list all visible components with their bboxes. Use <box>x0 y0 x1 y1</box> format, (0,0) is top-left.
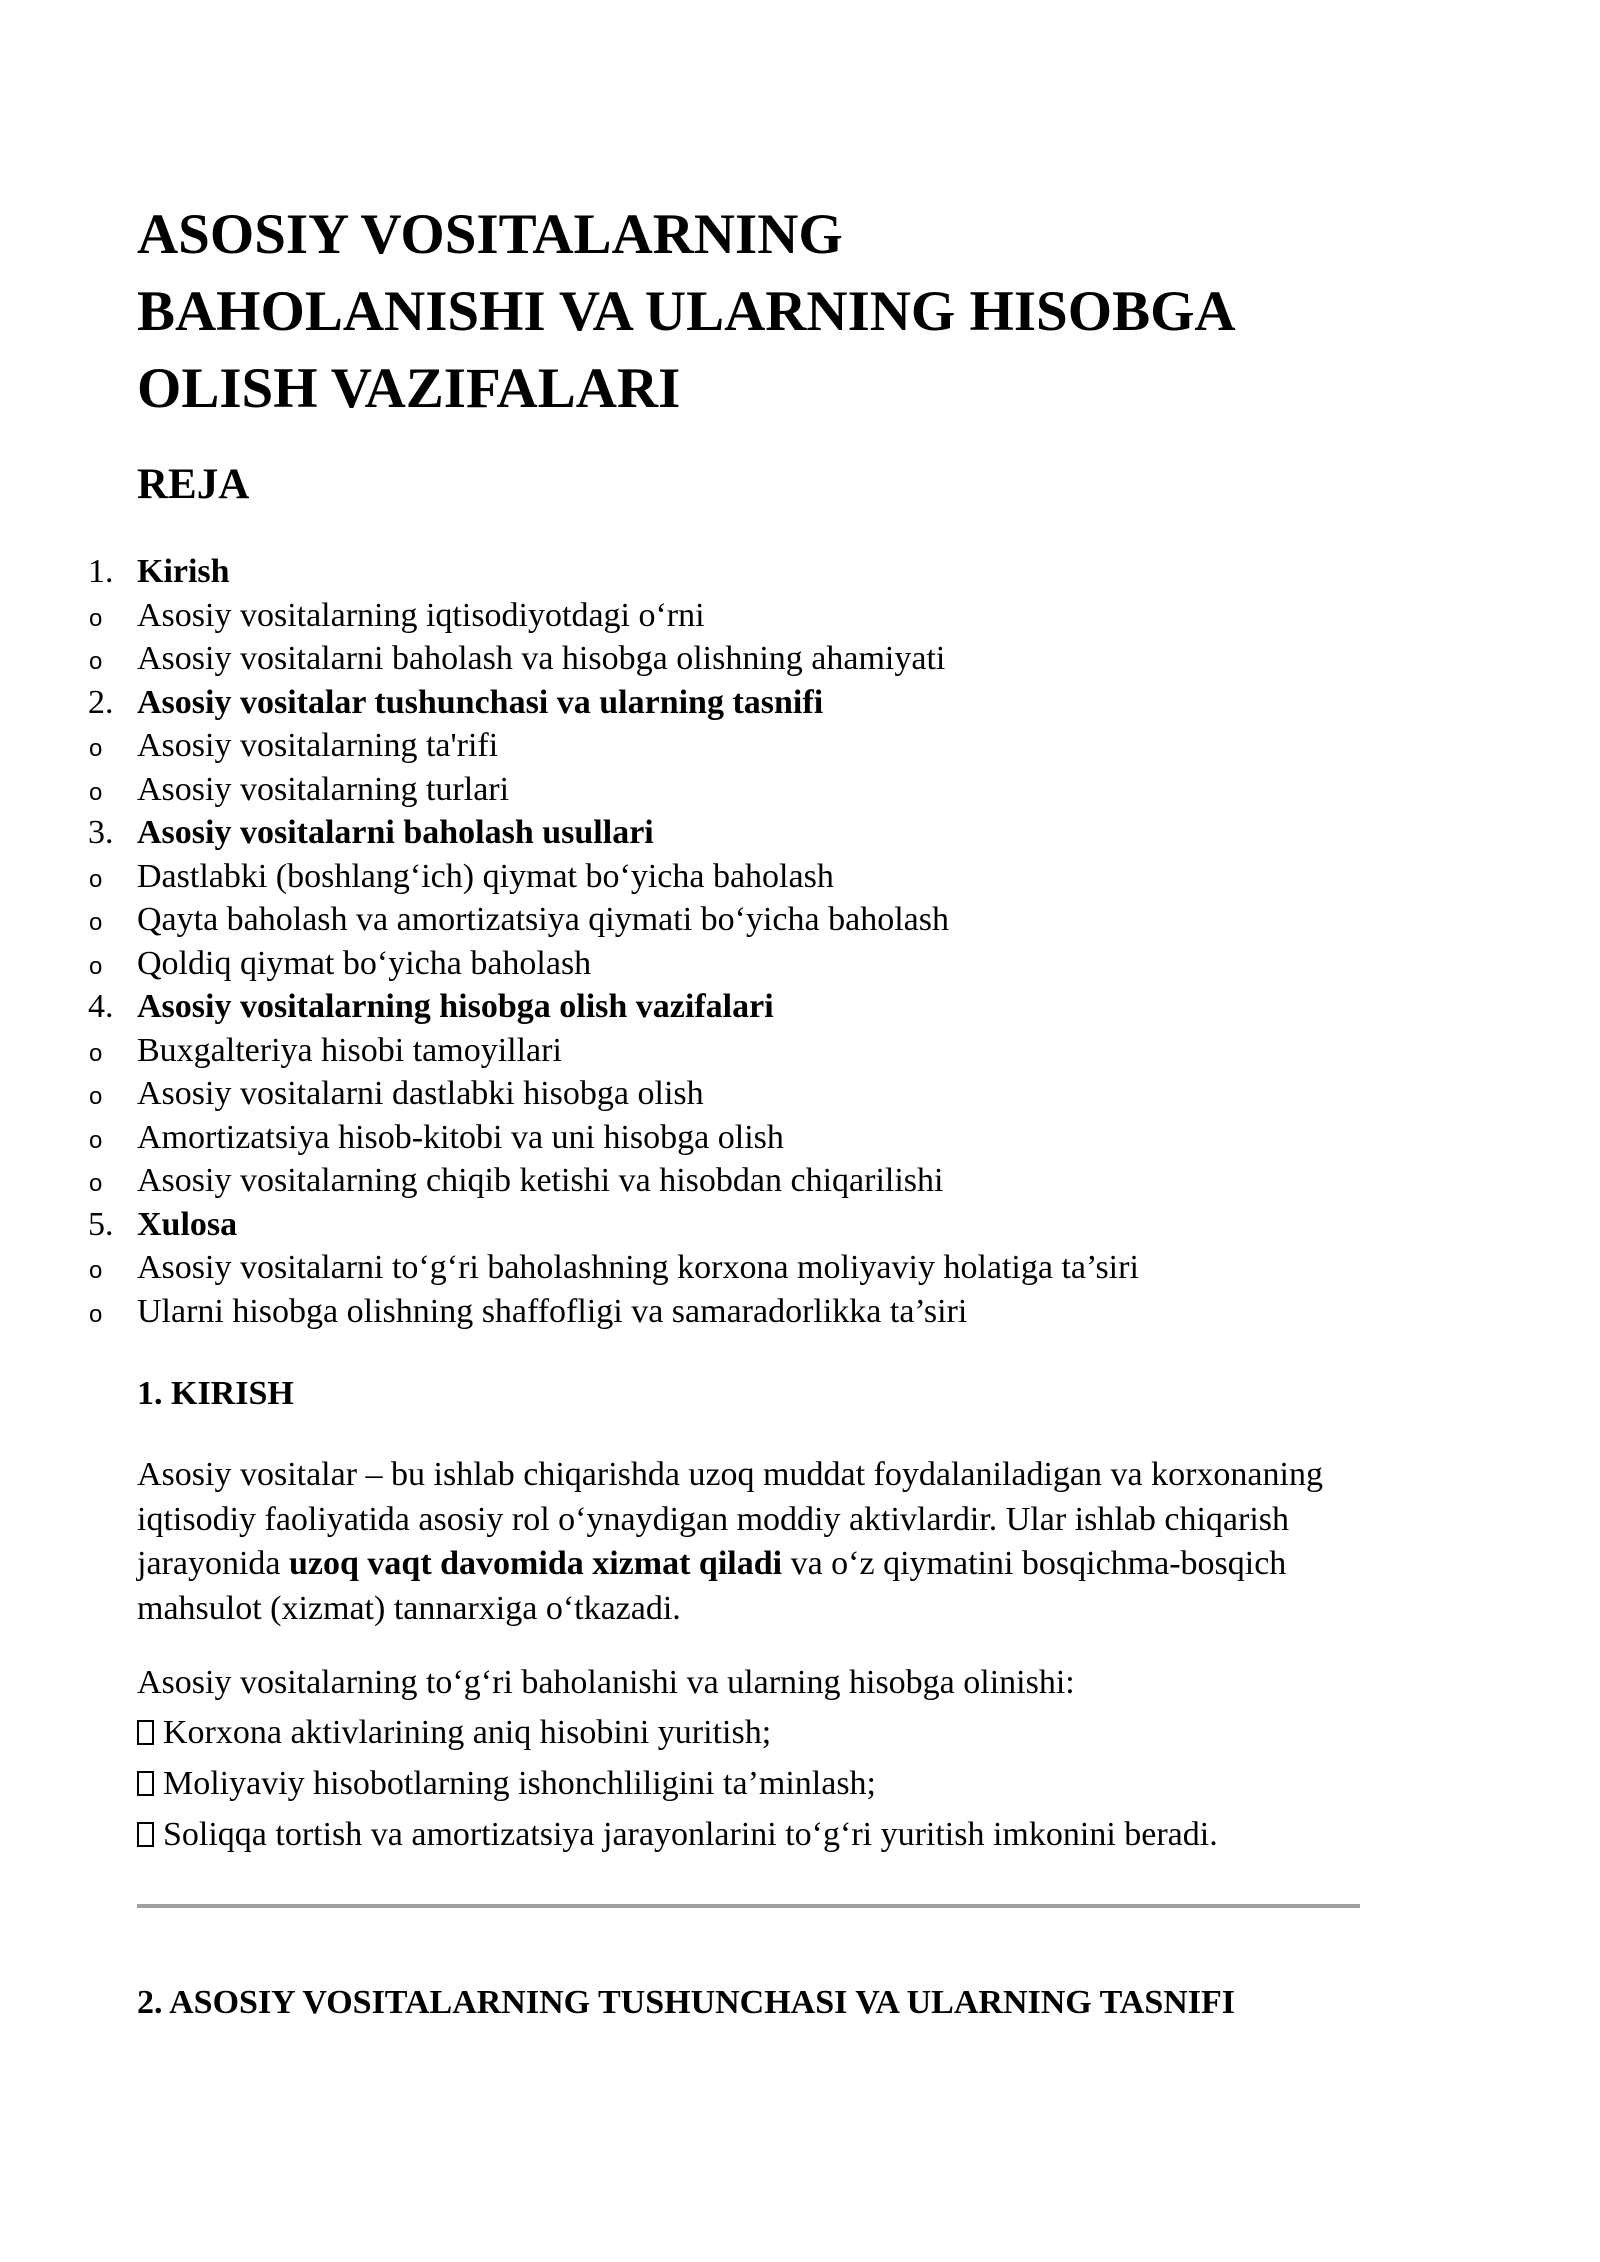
outline-text: Asosiy vositalar tushunchasi va ularning tasnifi <box>137 683 824 721</box>
outline-marker: 4. <box>88 988 114 1025</box>
outline-text: Qoldiq qiymat bo‘yicha baholash <box>137 944 592 982</box>
benefits-intro: Asosiy vositalarning to‘g‘ri baholanishi va ularning hisobga olinishi: <box>137 1664 1075 1701</box>
outline-item <box>0 811 1600 855</box>
outline-subitem <box>0 1029 1600 1073</box>
outline-text: Asosiy vositalarning turlari <box>137 770 510 808</box>
outline-text: Dastlabki (boshlang‘ich) qiymat bo‘yicha baholash <box>137 857 834 895</box>
outline-text: Asosiy vositalarning chiqib ketishi va hisobdan chiqarilishi <box>137 1162 944 1199</box>
benefit-text: Moliyaviy hisobotlarning ishonchliligini ta’minlash; <box>163 1765 877 1802</box>
outline-subitem <box>0 1290 1600 1334</box>
outline-marker: 2. <box>88 683 114 721</box>
outline-item <box>0 681 1600 725</box>
outline-bullet: o <box>89 1257 103 1284</box>
outline-subitem <box>0 594 1600 638</box>
title-line: OLISH VAZIFALARI <box>137 357 681 420</box>
missing-glyph-icon <box>137 1822 154 1847</box>
outline-text: Asosiy vositalarni baholash va hisobga olishning ahamiyati <box>137 640 946 677</box>
outline-text: Qayta baholash va amortizatsiya qiymati bo‘yicha baholash <box>137 901 949 938</box>
outline-text: Kirish <box>137 553 230 590</box>
intro-paragraph <box>137 1453 1397 1631</box>
outline-item <box>0 1203 1600 1247</box>
outline-bullet: o <box>89 1126 103 1154</box>
plan-outline <box>0 550 1600 1333</box>
outline-item <box>0 550 1600 594</box>
outline-marker: 1. <box>88 553 114 590</box>
benefit-text: Korxona aktivlarining aniq hisobini yuritish; <box>163 1714 772 1751</box>
missing-glyph-icon <box>137 1720 154 1745</box>
outline-subitem <box>0 898 1600 942</box>
section-heading-kirish: 1. KIRISH <box>137 1375 294 1412</box>
title-line: BAHOLANISHI VA ULARNING HISOBGA <box>137 280 1236 343</box>
title-line: ASOSIY VOSITALARNING <box>137 203 843 266</box>
outline-bullet: o <box>89 1083 103 1110</box>
outline-subitem <box>0 1159 1600 1203</box>
outline-text: Amortizatsiya hisob-kitobi va uni hisobga olish <box>137 1118 784 1156</box>
paragraph-text: va o‘z qiymatini bosqichma-bosqich mahsulot (xizmat) tannarxiga o‘tkazadi. <box>137 1545 1287 1627</box>
paragraph-text: Asosiy vositalar – bu ishlab chiqarishda uzoq muddat foydalaniladigan va korxonaning iqtisodiy faoliyatida asosiy rol o‘ynaydigan moddiy aktivlardir. Ular ishlab chiqarish jarayonida <box>137 1456 1323 1582</box>
outline-marker: 5. <box>88 1205 114 1243</box>
benefit-item <box>137 1813 1218 1857</box>
benefit-item <box>137 1762 876 1806</box>
outline-bullet: o <box>89 648 103 675</box>
section-heading-tushuncha: 2. ASOSIY VOSITALARNING TUSHUNCHASI VA ULARNING TASNIFI <box>137 1984 1236 2021</box>
outline-subitem <box>0 724 1600 768</box>
outline-text: Asosiy vositalarni dastlabki hisobga olish <box>137 1075 704 1112</box>
outline-bullet: o <box>89 909 103 936</box>
outline-text: Ularni hisobga olishning shaffofligi va samaradorlikka ta’siri <box>137 1292 968 1330</box>
outline-subitem <box>0 1072 1600 1116</box>
plan-heading: REJA <box>137 461 250 508</box>
document-title <box>137 196 1457 427</box>
outline-bullet: o <box>89 1170 103 1197</box>
outline-subitem <box>0 637 1600 681</box>
outline-text: Xulosa <box>137 1205 238 1243</box>
horizontal-divider <box>137 1904 1360 1908</box>
outline-text: Asosiy vositalarning ta'rifi <box>137 727 499 764</box>
paragraph-emphasis: uzoq vaqt davomida xizmat qiladi <box>289 1545 783 1582</box>
outline-marker: 3. <box>88 814 114 851</box>
outline-text: Asosiy vositalarning iqtisodiyotdagi o‘rni <box>137 596 705 634</box>
outline-bullet: o <box>89 735 103 762</box>
outline-bullet: o <box>89 952 103 980</box>
outline-bullet: o <box>89 1300 103 1328</box>
outline-bullet: o <box>89 778 103 806</box>
outline-subitem <box>0 768 1600 812</box>
outline-text: Asosiy vositalarni to‘g‘ri baholashning korxona moliyaviy holatiga ta’siri <box>137 1249 1139 1286</box>
outline-text: Asosiy vositalarning hisobga olish vazifalari <box>137 988 774 1025</box>
benefit-text: Soliqqa tortish va amortizatsiya jarayonlarini to‘g‘ri yuritish imkonini beradi. <box>163 1816 1218 1853</box>
outline-subitem <box>0 855 1600 899</box>
outline-item <box>0 985 1600 1029</box>
outline-subitem <box>0 942 1600 986</box>
outline-text: Buxgalteriya hisobi tamoyillari <box>137 1031 562 1069</box>
outline-subitem <box>0 1116 1600 1160</box>
missing-glyph-icon <box>137 1771 154 1796</box>
outline-bullet: o <box>89 604 103 632</box>
outline-text: Asosiy vositalarni baholash usullari <box>137 814 654 851</box>
outline-bullet: o <box>89 1039 103 1067</box>
outline-subitem <box>0 1246 1600 1290</box>
benefit-item <box>137 1711 771 1755</box>
outline-bullet: o <box>89 865 103 893</box>
